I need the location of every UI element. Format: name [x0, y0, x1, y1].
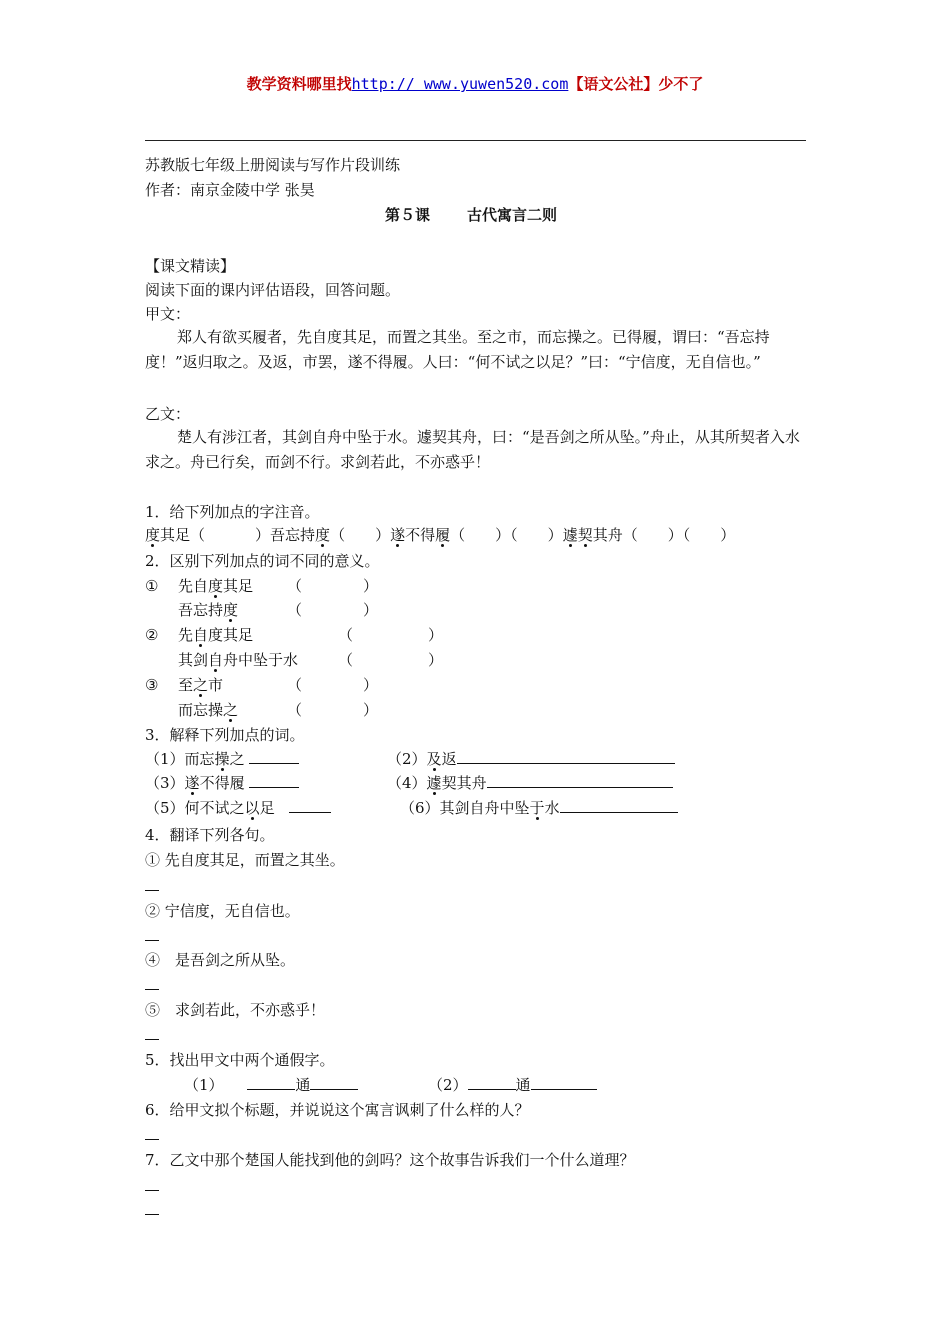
q3-stem: 3．解释下列加点的词。 — [145, 726, 305, 744]
answer-blank[interactable] — [560, 798, 678, 813]
q2-text: 而忘操 — [178, 701, 224, 719]
q1-dot-char: 遂 — [390, 526, 406, 544]
site-banner — [0, 74, 950, 94]
q3-item-2 — [387, 749, 675, 769]
q3-dot-char: 遂 — [184, 774, 200, 792]
q3-item-6 — [400, 798, 678, 818]
section-heading: 【课文精读】 — [145, 257, 236, 275]
q2-text: 度其足 — [208, 626, 254, 644]
q1-text: 其足（ — [160, 526, 206, 544]
passage-b-label: 乙文： — [145, 405, 191, 423]
q3-text: （4） — [387, 774, 427, 792]
answer-blank[interactable] — [249, 773, 299, 788]
q3-dot-char: 于 — [529, 799, 545, 817]
q5-tong: 通 — [515, 1076, 531, 1094]
answer-blank[interactable] — [468, 1075, 516, 1090]
q2-marker: ① — [145, 577, 159, 595]
q2-paren-open: （ — [338, 626, 354, 644]
lesson-title: 古代寓言二则 — [467, 206, 558, 224]
q4-sentence-3: ④ 是吾剑之所从坠。 — [145, 951, 296, 969]
q3-text: 返 — [441, 750, 457, 768]
q2-paren-open: （ — [287, 701, 303, 719]
q3-dot-char: 操 — [214, 750, 230, 768]
q1-text: 不得 — [405, 526, 436, 544]
answer-blank[interactable] — [487, 773, 673, 788]
q5-tong: 通 — [295, 1076, 311, 1094]
q1-text: 其舟（ — [592, 526, 638, 544]
q1-dot-char: 契 — [577, 526, 593, 544]
q3-text: 契其舟 — [441, 774, 487, 792]
q2-text: 其足 — [223, 577, 254, 595]
q5-item-2 — [428, 1075, 597, 1095]
q3-text: （3） — [145, 774, 185, 792]
q2-paren-open: （ — [287, 577, 303, 595]
q5-stem: 5．找出甲文中两个通假字。 — [145, 1051, 335, 1069]
q3-dot-char: 及 — [426, 750, 442, 768]
passage-a-text: 郑人有欲买履者，先自度其足，而置之其坐。至之市，而忘操之。已得履，谓曰：“吾忘持度！”返归取之。及返，市罢，遂不得履。人曰：“何不试之以足？”曰：“宁信度，无自信也。” — [145, 328, 770, 371]
answer-line[interactable] — [145, 926, 159, 946]
passage-b-text: 楚人有涉江者，其剑自舟中坠于水。遽契其舟，曰：“是吾剑之所从坠。”舟止，从其所契者入水求之。舟已行矣，而剑不行。求剑若此，不亦惑乎！ — [145, 428, 800, 471]
q2-item — [178, 576, 253, 596]
answer-blank[interactable] — [531, 1075, 597, 1090]
q2-dot-char: 度 — [208, 577, 224, 595]
q3-text: （1）而忘 — [145, 750, 215, 768]
author-line: 作者：南京金陵中学 张昊 — [145, 181, 315, 199]
q2-stem: 2．区别下列加点的词不同的意义。 — [145, 552, 380, 570]
q2-paren-open: （ — [287, 676, 303, 694]
section-instruction: 阅读下面的课内评估语段，回答问题。 — [145, 281, 401, 299]
answer-line[interactable] — [145, 1125, 159, 1145]
q2-item — [178, 625, 253, 645]
q1-dot-char: 度 — [145, 526, 161, 544]
answer-blank[interactable] — [457, 749, 675, 764]
q3-text: （6）其剑自舟中坠 — [400, 799, 530, 817]
q2-paren-close: ） — [363, 601, 379, 619]
q2-item — [178, 675, 223, 695]
q7-stem: 7．乙文中那个楚国人能找到他的剑吗？这个故事告诉我们一个什么道理？ — [145, 1151, 635, 1169]
banner-prefix: 教学资料哪里找 — [246, 75, 352, 93]
q2-item — [178, 700, 238, 720]
q2-dot-char: 自 — [193, 626, 209, 644]
q1-dot-char: 度 — [315, 526, 331, 544]
q1-stem: 1．给下列加点的字注音。 — [145, 503, 320, 521]
answer-line[interactable] — [145, 876, 159, 896]
q1-dot-char: 遽 — [562, 526, 578, 544]
q1-text: ）（ — [495, 526, 518, 544]
answer-blank[interactable] — [249, 749, 299, 764]
q2-marker: ③ — [145, 676, 159, 694]
q1-dot-char: 履 — [435, 526, 451, 544]
q1-text: ） — [375, 526, 391, 544]
q1-text: （ — [330, 526, 346, 544]
answer-blank[interactable] — [247, 1075, 295, 1090]
q2-paren-close: ） — [363, 701, 379, 719]
answer-line[interactable] — [145, 1176, 159, 1196]
q2-dot-char: 自 — [208, 651, 224, 669]
q2-marker: ② — [145, 626, 159, 644]
q4-sentence-4: ⑤ 求剑若此，不亦惑乎！ — [145, 1001, 326, 1019]
q5-label: （1） — [184, 1076, 224, 1094]
q5-item-1 — [184, 1075, 358, 1095]
series-title: 苏教版七年级上册阅读与写作片段训练 — [145, 156, 401, 174]
q2-dot-char: 度 — [223, 601, 239, 619]
q2-paren-close: ） — [363, 676, 379, 694]
q2-text: 至 — [178, 676, 194, 694]
q1-text: ）吾忘持 — [255, 526, 316, 544]
q3-item-5 — [145, 798, 331, 818]
banner-suffix: 【语文公社】少不了 — [568, 75, 704, 93]
q3-text: 不得履 — [199, 774, 245, 792]
answer-blank[interactable] — [289, 798, 331, 813]
q1-text: ） — [547, 526, 563, 544]
q1-text: ） — [720, 526, 736, 544]
q2-text: 先自 — [178, 577, 209, 595]
q3-item-3 — [145, 773, 299, 793]
banner-link[interactable]: http:// www.yuwen520.com — [351, 75, 569, 93]
q2-paren-open: （ — [287, 601, 303, 619]
answer-blank[interactable] — [310, 1075, 358, 1090]
q2-dot-char: 之 — [223, 701, 239, 719]
q1-items — [145, 525, 735, 545]
q2-text: 吾忘持 — [178, 601, 224, 619]
answer-line[interactable] — [145, 1025, 159, 1045]
q1-text: ）（ — [667, 526, 691, 544]
q2-text: 市 — [208, 676, 224, 694]
q2-dot-char: 之 — [193, 676, 209, 694]
header-divider — [145, 140, 806, 141]
q2-text: 舟中坠于水 — [223, 651, 299, 669]
q4-sentence-1: ① 先自度其足，而置之其坐。 — [145, 851, 345, 869]
q2-text: 先 — [178, 626, 194, 644]
q2-paren-close: ） — [428, 626, 444, 644]
answer-line[interactable] — [145, 975, 159, 995]
q3-text: 之 — [229, 750, 245, 768]
q2-item — [178, 650, 298, 670]
q5-label: （2） — [428, 1076, 468, 1094]
answer-line[interactable] — [145, 1200, 159, 1220]
q6-stem: 6．给甲文拟个标题，并说说这个寓言讽刺了什么样的人？ — [145, 1101, 530, 1119]
q3-dot-char: 遽 — [426, 774, 442, 792]
q2-item — [178, 600, 238, 620]
q1-text: （ — [450, 526, 466, 544]
q2-text: 其剑 — [178, 651, 209, 669]
q4-stem: 4．翻译下列各句。 — [145, 826, 275, 844]
q3-text: 足 — [259, 799, 275, 817]
q3-text: （5）何不试之 — [145, 799, 245, 817]
q3-item-1 — [145, 749, 299, 769]
q3-text: （2） — [387, 750, 427, 768]
q3-item-4 — [387, 773, 673, 793]
q2-paren-open: （ — [338, 651, 354, 669]
q2-paren-close: ） — [363, 577, 379, 595]
lesson-number: 第５课 — [385, 206, 431, 224]
passage-a-label: 甲文： — [145, 305, 191, 323]
q3-dot-char: 以 — [244, 799, 260, 817]
q3-text: 水 — [544, 799, 560, 817]
q4-sentence-2: ② 宁信度，无自信也。 — [145, 902, 300, 920]
q2-paren-close: ） — [428, 651, 444, 669]
